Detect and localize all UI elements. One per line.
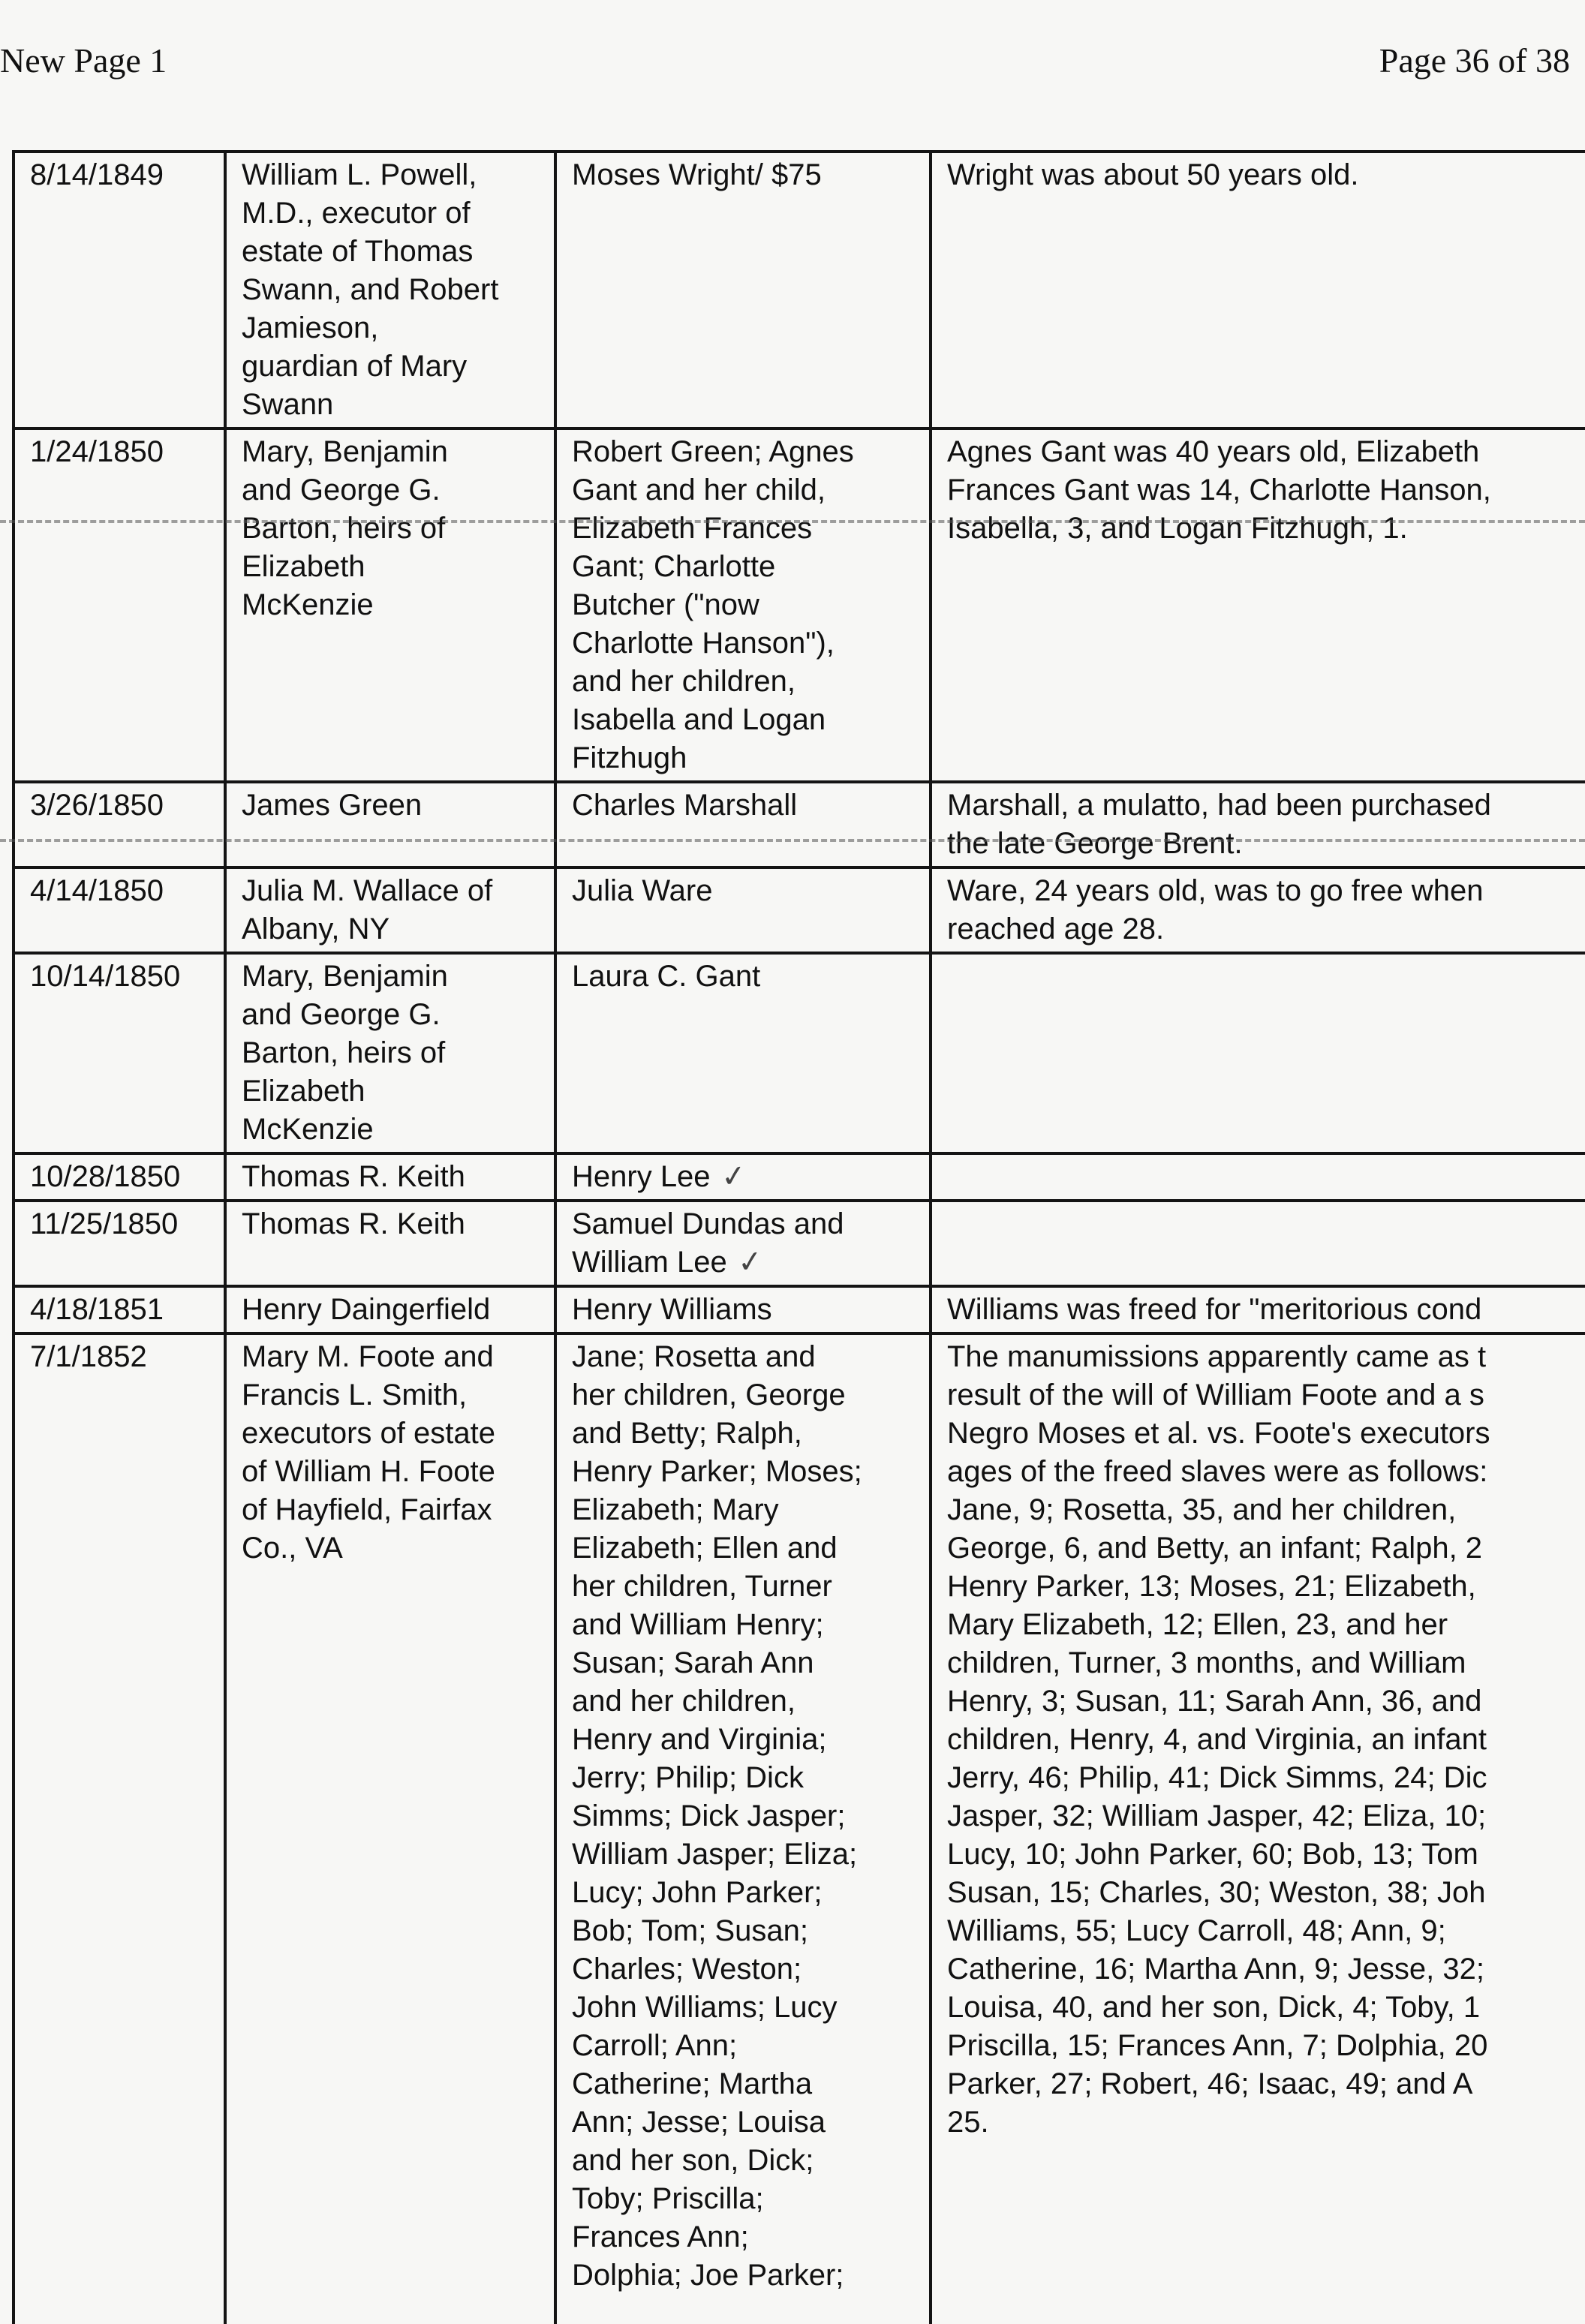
table-row	[14, 1333, 1585, 2324]
note-cell: Agnes Gant was 40 years old, Elizabeth Frances Gant was 14, Charlotte Hanson, Isabella, 3, and Logan Fitzhugh, 1.	[931, 428, 1585, 782]
strikethrough-line	[0, 520, 1585, 523]
table-row	[14, 953, 1585, 1153]
slaves-cell: Moses Wright/ $75	[555, 152, 931, 428]
owner-cell: William L. Powell, M.D., executor of estate of Thomas Swann, and Robert Jamieson, guardian of Mary Swann	[225, 152, 555, 428]
note-cell: Marshall, a mulatto, had been purchased the late George Brent.	[931, 782, 1585, 867]
date-cell: 3/26/1850	[14, 782, 225, 867]
slaves-cell	[555, 1201, 931, 1286]
owner-cell: Mary, Benjamin and George G. Barton, heirs of Elizabeth McKenzie	[225, 953, 555, 1153]
owner-cell: Mary M. Foote and Francis L. Smith, executors of estate of William H. Foote of Hayfield, Fairfax Co., VA	[225, 1333, 555, 2324]
note-cell: Wright was about 50 years old.	[931, 152, 1585, 428]
table-row	[14, 152, 1585, 428]
checkmark-icon: ✓	[735, 1243, 765, 1281]
owner-cell: Julia M. Wallace of Albany, NY	[225, 867, 555, 953]
date-cell: 4/18/1851	[14, 1286, 225, 1333]
slaves-cell: Jane; Rosetta and her children, George and Betty; Ralph, Henry Parker; Moses; Elizabeth; Mary Elizabeth; Ellen and her children, Turner and William Henry; Susan; Sarah Ann and her children, Henry and Virginia; Jerry; Philip; Dick Simms; Dick Jasper; William Jasper; Eliza; Lucy; John Parker; Bob; Tom; Susan; Charles; Weston; John Williams; Lucy Carroll; Ann; Catherine; Martha Ann; Jesse; Louisa and her son, Dick; Toby; Priscilla; Frances Ann; Dolphia; Joe Parker;	[555, 1333, 931, 2324]
slaves-cell: Charles Marshall	[555, 782, 931, 867]
slaves-cell: Henry Williams	[555, 1286, 931, 1333]
note-cell: Williams was freed for "meritorious cond	[931, 1286, 1585, 1333]
table-row	[14, 428, 1585, 782]
slaves-cell	[555, 1153, 931, 1201]
owner-cell: James Green	[225, 782, 555, 867]
slaves-cell: Julia Ware	[555, 867, 931, 953]
date-cell: 10/14/1850	[14, 953, 225, 1153]
owner-cell: Thomas R. Keith	[225, 1201, 555, 1286]
page-number: Page 36 of 38	[1379, 41, 1570, 80]
date-cell: 10/28/1850	[14, 1153, 225, 1201]
note-cell	[931, 1201, 1585, 1286]
owner-cell: Henry Daingerfield	[225, 1286, 555, 1333]
date-cell: 1/24/1850	[14, 428, 225, 782]
note-cell: Ware, 24 years old, was to go free when reached age 28.	[931, 867, 1585, 953]
note-cell	[931, 953, 1585, 1153]
date-cell: 8/14/1849	[14, 152, 225, 428]
strikethrough-line	[0, 839, 1585, 842]
owner-cell: Thomas R. Keith	[225, 1153, 555, 1201]
note-cell	[931, 1153, 1585, 1201]
manumission-table	[12, 150, 1585, 2324]
slaves-text: Samuel Dundas and William Lee	[572, 1207, 844, 1279]
table-row	[14, 1153, 1585, 1201]
date-cell: 4/14/1850	[14, 867, 225, 953]
note-cell: The manumissions apparently came as t result of the will of William Foote and a s Negro Moses et al. vs. Foote's executors ages of the freed slaves were as follows: Jane, 9; Rosetta, 35, and her children, George, 6, and Betty, an infant; Ralph, 2 Henry Parker, 13; Moses, 21; Elizabeth, Mary Elizabeth, 12; Ellen, 23, and her children, Turner, 3 months, and William Henry, 3; Susan, 11; Sarah Ann, 36, and children, Henry, 4, and Virginia, an infant Jerry, 46; Philip, 41; Dick Simms, 24; Dic Jasper, 32; William Jasper, 42; Eliza, 10; Lucy, 10; John Parker, 60; Bob, 13; Tom Susan, 15; Charles, 30; Weston, 38; Joh Williams, 55; Lucy Carroll, 48; Ann, 9; Catherine, 16; Martha Ann, 9; Jesse, 32; Louisa, 40, and her son, Dick, 4; Toby, 1 Priscilla, 15; Frances Ann, 7; Dolphia, 20 Parker, 27; Robert, 46; Isaac, 49; and A 25.	[931, 1333, 1585, 2324]
slaves-cell: Robert Green; Agnes Gant and her child, Elizabeth Frances Gant; Charlotte Butcher ("now Charlotte Hanson"), and her children, Isabella and Logan Fitzhugh	[555, 428, 931, 782]
table-row	[14, 782, 1585, 867]
table-row	[14, 1286, 1585, 1333]
date-cell: 11/25/1850	[14, 1201, 225, 1286]
table-row	[14, 867, 1585, 953]
table-row	[14, 1201, 1585, 1286]
page-title: New Page 1	[0, 41, 167, 80]
slaves-cell: Laura C. Gant	[555, 953, 931, 1153]
checkmark-icon: ✓	[719, 1158, 748, 1195]
date-cell: 7/1/1852	[14, 1333, 225, 2324]
owner-cell: Mary, Benjamin and George G. Barton, heirs of Elizabeth McKenzie	[225, 428, 555, 782]
slaves-text: Henry Lee	[572, 1160, 711, 1193]
